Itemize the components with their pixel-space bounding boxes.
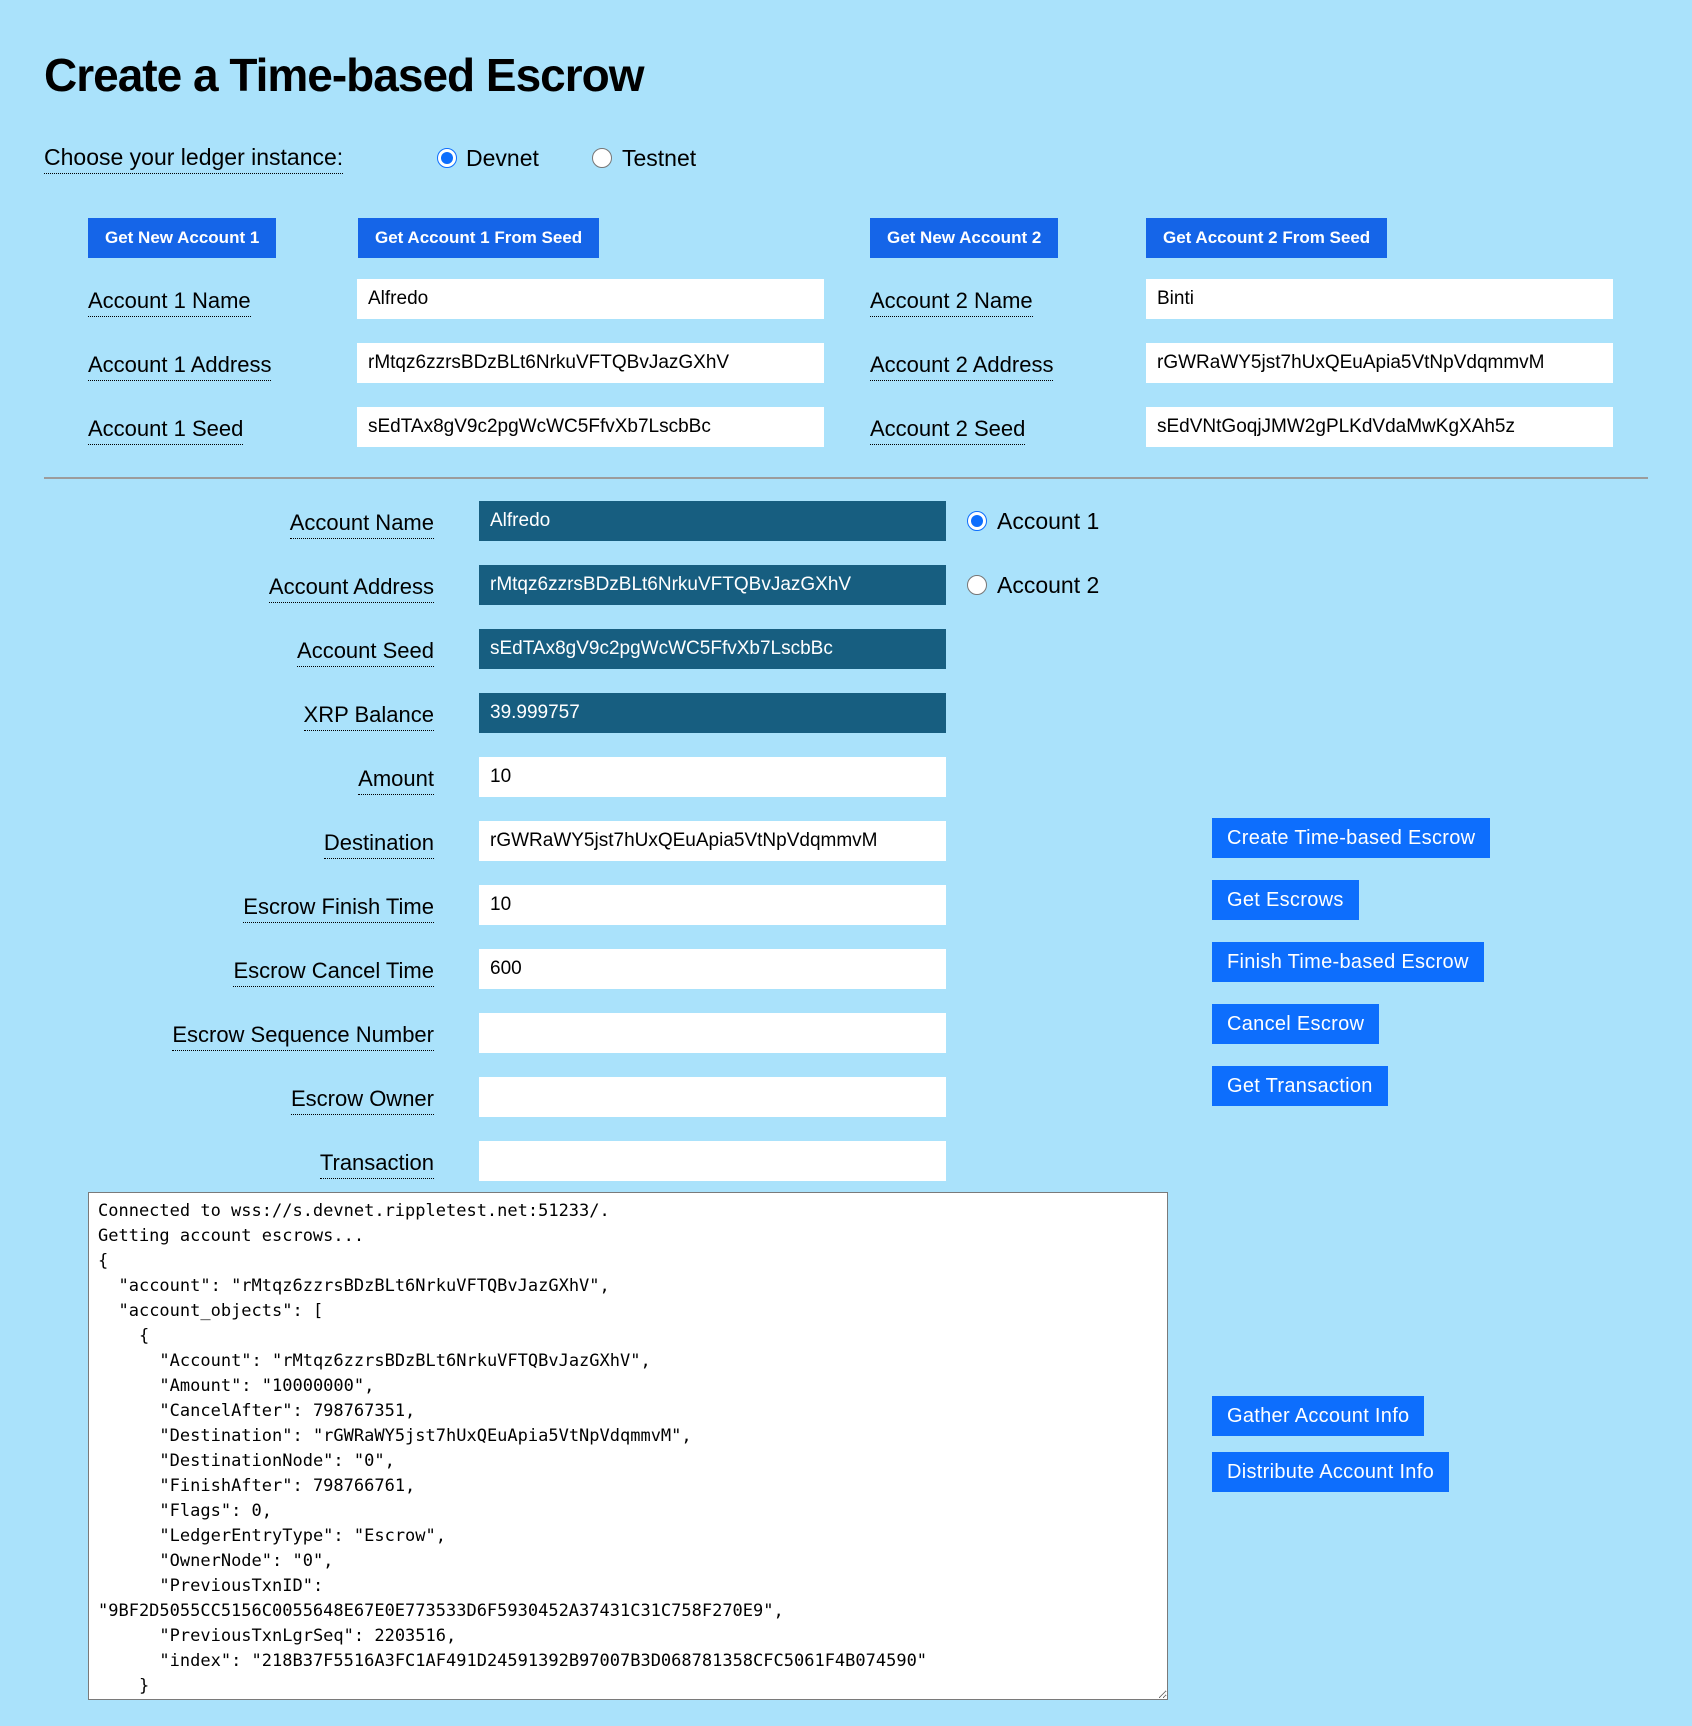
console-output[interactable] — [88, 1192, 1168, 1700]
account2-radio-label: Account 2 — [997, 572, 1100, 598]
account-address-field[interactable] — [479, 565, 946, 605]
escrow-cancel-time-field[interactable] — [479, 949, 946, 989]
account2-radio[interactable] — [967, 575, 987, 595]
get-account2-from-seed-button[interactable]: Get Account 2 From Seed — [1146, 218, 1387, 258]
get-escrows-button[interactable]: Get Escrows — [1212, 880, 1359, 920]
account2-address-label: Account 2 Address — [870, 352, 1053, 378]
get-account1-from-seed-button[interactable]: Get Account 1 From Seed — [358, 218, 599, 258]
escrow-owner-label: Escrow Owner — [44, 1086, 434, 1112]
destination-field[interactable] — [479, 821, 946, 861]
amount-field[interactable] — [479, 757, 946, 797]
escrow-cancel-time-label: Escrow Cancel Time — [44, 958, 434, 984]
account-seed-field[interactable] — [479, 629, 946, 669]
account1-name-input[interactable] — [357, 279, 824, 319]
account1-name-label: Account 1 Name — [88, 288, 251, 314]
account2-name-input[interactable] — [1146, 279, 1613, 319]
escrow-sequence-number-field[interactable] — [479, 1013, 946, 1053]
account1-radio[interactable] — [967, 511, 987, 531]
escrow-finish-time-field[interactable] — [479, 885, 946, 925]
transaction-field[interactable] — [479, 1141, 946, 1181]
account-seed-label: Account Seed — [44, 638, 434, 664]
escrow-owner-field[interactable] — [479, 1077, 946, 1117]
account2-name-label: Account 2 Name — [870, 288, 1033, 314]
ledger-instance-label: Choose your ledger instance: — [44, 144, 343, 171]
devnet-radio-label: Devnet — [466, 145, 539, 171]
account1-address-label: Account 1 Address — [88, 352, 271, 378]
get-new-account1-button[interactable]: Get New Account 1 — [88, 218, 276, 258]
account-name-field[interactable] — [479, 501, 946, 541]
section-divider — [44, 477, 1648, 479]
escrow-finish-time-label: Escrow Finish Time — [44, 894, 434, 920]
xrp-balance-field[interactable] — [479, 693, 946, 733]
page-title: Create a Time-based Escrow — [44, 49, 644, 101]
devnet-radio[interactable] — [437, 148, 457, 168]
account2-seed-label: Account 2 Seed — [870, 416, 1025, 442]
amount-label: Amount — [44, 766, 434, 792]
get-new-account2-button[interactable]: Get New Account 2 — [870, 218, 1058, 258]
cancel-escrow-button[interactable]: Cancel Escrow — [1212, 1004, 1379, 1044]
transaction-label: Transaction — [44, 1150, 434, 1176]
account1-seed-input[interactable] — [357, 407, 824, 447]
testnet-radio[interactable] — [592, 148, 612, 168]
account2-address-input[interactable] — [1146, 343, 1613, 383]
account1-address-input[interactable] — [357, 343, 824, 383]
get-transaction-button[interactable]: Get Transaction — [1212, 1066, 1388, 1106]
xrp-balance-label: XRP Balance — [44, 702, 434, 728]
destination-label: Destination — [44, 830, 434, 856]
gather-account-info-button[interactable]: Gather Account Info — [1212, 1396, 1424, 1436]
account-name-label: Account Name — [44, 510, 434, 536]
account1-seed-label: Account 1 Seed — [88, 416, 243, 442]
account-address-label: Account Address — [44, 574, 434, 600]
account1-radio-label: Account 1 — [997, 508, 1100, 534]
account2-seed-input[interactable] — [1146, 407, 1613, 447]
distribute-account-info-button[interactable]: Distribute Account Info — [1212, 1452, 1449, 1492]
create-time-based-escrow-button[interactable]: Create Time-based Escrow — [1212, 818, 1490, 858]
escrow-sequence-number-label: Escrow Sequence Number — [44, 1022, 434, 1048]
finish-time-based-escrow-button[interactable]: Finish Time-based Escrow — [1212, 942, 1484, 982]
testnet-radio-label: Testnet — [622, 145, 697, 171]
